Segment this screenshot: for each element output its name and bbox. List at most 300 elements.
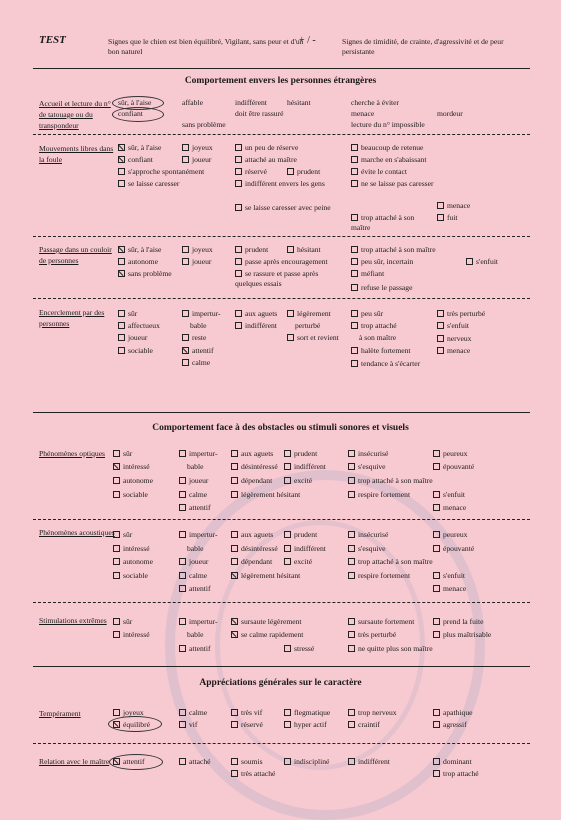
checkbox-icon[interactable] (113, 709, 120, 716)
checkbox-option[interactable]: craintif (348, 720, 380, 730)
checkbox-checked-icon[interactable] (182, 347, 189, 354)
checkbox-icon[interactable] (348, 545, 355, 552)
checkbox-option[interactable]: trop attaché à son maître (348, 557, 433, 567)
checkbox-option[interactable]: dominant (433, 757, 472, 767)
checkbox-option[interactable]: joyeux (182, 143, 213, 153)
checkbox-checked-icon[interactable] (231, 618, 238, 625)
checkbox-icon[interactable] (179, 572, 186, 579)
row-label-passage: Passage dans un couloir de personnes (39, 245, 112, 265)
checkbox-icon[interactable] (118, 322, 125, 329)
option-text: sans problème (182, 120, 226, 129)
checkbox-icon[interactable] (179, 504, 186, 511)
section-title-character: Appréciations générales sur le caractère (199, 678, 362, 688)
checkbox-icon[interactable] (179, 531, 186, 538)
checkbox-option[interactable]: impertur- (179, 449, 218, 459)
checkbox-option[interactable]: prudent (284, 530, 317, 540)
option-text: à son maître (359, 333, 397, 342)
checkbox-icon[interactable] (348, 645, 355, 652)
checkbox-option[interactable]: sociable (113, 490, 148, 500)
checkbox-option[interactable]: s'esquive (348, 544, 386, 554)
checkbox-option[interactable]: un peu de réserve (235, 143, 298, 153)
option-text: indifférent (235, 98, 267, 107)
checkbox-icon[interactable] (113, 631, 120, 638)
checkbox-icon[interactable] (231, 545, 238, 552)
checkbox-option[interactable]: réservé (235, 167, 267, 177)
divider (33, 412, 530, 413)
checkbox-option[interactable]: impertur- (182, 309, 221, 319)
checkbox-option[interactable]: indiscipliné (284, 757, 329, 767)
option-text: affable (182, 98, 203, 107)
checkbox-icon[interactable] (284, 477, 291, 484)
checkbox-icon[interactable] (287, 310, 294, 317)
checkbox-icon[interactable] (284, 531, 291, 538)
checkbox-option[interactable]: désintéressé (231, 462, 278, 472)
checkbox-option[interactable]: insécurisé (348, 530, 388, 540)
checkbox-icon[interactable] (113, 491, 120, 498)
checkbox-icon[interactable] (348, 572, 355, 579)
checkbox-icon[interactable] (351, 347, 358, 354)
checkbox-option[interactable]: prudent (284, 449, 317, 459)
checkbox-icon[interactable] (348, 758, 355, 765)
checkbox-icon[interactable] (179, 558, 186, 565)
checkbox-icon[interactable] (433, 709, 440, 716)
checkbox-option[interactable]: joueur (182, 257, 211, 267)
checkbox-option[interactable]: hyper actif (284, 720, 327, 730)
checkbox-icon[interactable] (179, 758, 186, 765)
row-label-stimulations: Stimulations extrêmes (39, 616, 107, 625)
checkbox-option[interactable]: tendance à s'écarter (351, 359, 420, 369)
option-text: confiant (118, 109, 143, 118)
selection-circle (109, 754, 163, 770)
checkbox-icon[interactable] (113, 477, 120, 484)
checkbox-icon[interactable] (287, 246, 294, 253)
checkbox-icon[interactable] (231, 758, 238, 765)
checkbox-icon[interactable] (118, 347, 125, 354)
checkbox-option[interactable]: sociable (113, 571, 148, 581)
checkbox-option[interactable]: trop attaché à son maître (351, 245, 436, 255)
divider (33, 68, 530, 69)
checkbox-option[interactable]: attaché au maître (235, 155, 297, 165)
row-label-acoustiques: Phénomènes acoustiques (39, 528, 115, 537)
checkbox-option[interactable]: trop attaché (351, 321, 397, 331)
checkbox-icon[interactable] (284, 721, 291, 728)
checkbox-option[interactable]: joueur (179, 476, 208, 486)
checkbox-icon[interactable] (235, 270, 242, 277)
checkbox-option[interactable]: agressif (433, 720, 467, 730)
checkbox-icon[interactable] (182, 334, 189, 341)
checkbox-icon[interactable] (433, 450, 440, 457)
checkbox-icon[interactable] (179, 585, 186, 592)
section-title-obstacles: Comportement face à des obstacles ou stimuli sonores et visuels (152, 423, 409, 433)
checkbox-option[interactable]: peureux (433, 449, 467, 459)
checkbox-option[interactable]: épouvanté (433, 462, 474, 472)
checkbox-option[interactable]: sociable (118, 346, 153, 356)
checkbox-option[interactable]: respire fortement (348, 490, 410, 500)
checkbox-option[interactable]: trop attaché (433, 769, 479, 779)
checkbox-checked-icon[interactable] (118, 156, 125, 163)
checkbox-icon[interactable] (437, 347, 444, 354)
row-label-temperament: Tempérament (39, 709, 81, 718)
checkbox-checked-icon[interactable] (118, 246, 125, 253)
checkbox-option[interactable]: calme (179, 571, 207, 581)
checkbox-icon[interactable] (113, 531, 120, 538)
checkbox-icon[interactable] (284, 545, 291, 552)
checkbox-option[interactable]: apathique (433, 708, 473, 718)
checkbox-option[interactable]: s'enfuit (466, 257, 498, 267)
checkbox-option[interactable]: impertur- (179, 617, 218, 627)
checkbox-option[interactable]: équilibré (113, 720, 150, 730)
checkbox-icon[interactable] (118, 180, 125, 187)
row-label-encerclement: Encerclement par des personnes (39, 308, 105, 328)
checkbox-option[interactable]: prend la fuite (433, 617, 483, 627)
checkbox-option[interactable]: s'enfuit (437, 321, 469, 331)
checkbox-icon[interactable] (113, 545, 120, 552)
checkbox-option[interactable]: s'enfuit (433, 490, 465, 500)
checkbox-icon[interactable] (348, 463, 355, 470)
checkbox-icon[interactable] (437, 202, 444, 209)
option-text: mordeur (437, 109, 463, 118)
checkbox-icon[interactable] (118, 310, 125, 317)
checkbox-option[interactable]: autonome (113, 557, 153, 567)
checkbox-icon[interactable] (351, 322, 358, 329)
checkbox-icon[interactable] (433, 758, 440, 765)
checkbox-option[interactable]: vif (179, 720, 197, 730)
checkbox-option[interactable]: joueur (118, 333, 147, 343)
checkbox-option[interactable]: peu sûr (351, 309, 383, 319)
checkbox-icon[interactable] (182, 156, 189, 163)
checkbox-option[interactable]: indifférent (284, 544, 326, 554)
checkbox-option[interactable]: marche en s'abaissant (351, 155, 426, 165)
divider (33, 519, 530, 520)
checkbox-icon[interactable] (433, 531, 440, 538)
checkbox-icon[interactable] (351, 284, 358, 291)
checkbox-option[interactable]: excité (284, 476, 312, 486)
checkbox-option[interactable]: hésitant (287, 245, 321, 255)
selection-circle (108, 716, 162, 732)
checkbox-icon[interactable] (433, 585, 440, 592)
checkbox-option[interactable]: désintéressé (231, 544, 278, 554)
divider (33, 602, 530, 603)
checkbox-option[interactable]: peureux (433, 530, 467, 540)
checkbox-icon[interactable] (433, 572, 440, 579)
checkbox-option[interactable]: très perturbé (437, 309, 485, 319)
divider (33, 236, 530, 237)
checkbox-icon[interactable] (437, 322, 444, 329)
checkbox-option[interactable]: respire fortement (348, 571, 410, 581)
option-text: cherche à éviter (351, 98, 400, 107)
checkbox-option[interactable]: aux aguets (235, 309, 277, 319)
option-text: perturbé (295, 321, 321, 330)
checkbox-icon[interactable] (182, 246, 189, 253)
checkbox-option[interactable]: attentif (179, 584, 211, 594)
checkbox-option[interactable]: prudent (287, 167, 320, 177)
test-header (0, 36, 561, 66)
checkbox-option[interactable]: indifférent (348, 757, 390, 767)
checkbox-icon[interactable] (351, 258, 358, 265)
checkbox-option[interactable]: trop attaché à son maître (348, 476, 433, 486)
checkbox-icon[interactable] (231, 463, 238, 470)
checkbox-icon[interactable] (231, 450, 238, 457)
checkbox-icon[interactable] (348, 721, 355, 728)
checkbox-option[interactable]: menace (437, 346, 470, 356)
option-text: doit être rassuré (235, 109, 284, 118)
checkbox-option[interactable]: légèrement (287, 309, 331, 319)
checkbox-icon[interactable] (179, 645, 186, 652)
row-label-accueil: Accueil et lecture du n° de tatouage ou du transpondeur (39, 99, 111, 130)
checkbox-checked-icon[interactable] (118, 270, 125, 277)
checkbox-icon[interactable] (235, 258, 242, 265)
checkbox-option[interactable]: s'enfuit (433, 571, 465, 581)
checkbox-checked-icon[interactable] (113, 463, 120, 470)
row-label-mouvements: Mouvements libres dans la foule (39, 144, 114, 164)
checkbox-option[interactable]: sûr (113, 449, 132, 459)
row-label-relation: Relation avec le maître (39, 757, 110, 766)
section-title-strangers: Comportement envers les personnes étrangères (184, 76, 377, 86)
checkbox-icon[interactable] (348, 709, 355, 716)
checkbox-option[interactable]: passe après encouragement (235, 257, 328, 267)
checkbox-icon[interactable] (433, 463, 440, 470)
checkbox-option[interactable]: flegmatique (284, 708, 330, 718)
checkbox-option[interactable]: attaché (179, 757, 211, 767)
checkbox-option[interactable]: sûr (113, 530, 132, 540)
checkbox-option[interactable]: attentif (113, 757, 145, 767)
checkbox-icon[interactable] (433, 545, 440, 552)
checkbox-option[interactable]: intéressé (113, 544, 150, 554)
checkbox-icon[interactable] (437, 310, 444, 317)
checkbox-option[interactable]: aux aguets (231, 530, 273, 540)
checkbox-option[interactable]: épouvanté (433, 544, 474, 554)
checkbox-icon[interactable] (287, 334, 294, 341)
checkbox-icon[interactable] (231, 770, 238, 777)
checkbox-option[interactable]: indifférent envers les gens (235, 179, 335, 189)
checkbox-icon[interactable] (182, 359, 189, 366)
checkbox-option[interactable]: attentif (179, 503, 211, 513)
checkbox-icon[interactable] (113, 558, 120, 565)
checkbox-icon[interactable] (284, 709, 291, 716)
checkbox-option[interactable]: intéressé (113, 630, 150, 640)
checkbox-icon[interactable] (433, 504, 440, 511)
checkbox-option[interactable]: confiant (118, 155, 153, 165)
checkbox-icon[interactable] (433, 770, 440, 777)
checkbox-option[interactable]: sûr (113, 617, 132, 627)
checkbox-icon[interactable] (235, 144, 242, 151)
checkbox-icon[interactable] (179, 618, 186, 625)
checkbox-option[interactable]: très perturbé (348, 630, 396, 640)
option-text: bable (187, 630, 204, 639)
checkbox-icon[interactable] (179, 477, 186, 484)
checkbox-icon[interactable] (235, 180, 242, 187)
checkbox-option[interactable]: sursaute légèrement (231, 617, 302, 627)
checkbox-icon[interactable] (351, 214, 358, 221)
checkbox-option[interactable]: soumis (231, 757, 263, 767)
checkbox-icon[interactable] (231, 491, 238, 498)
checkbox-option[interactable]: dépendant (231, 557, 272, 567)
checkbox-icon[interactable] (284, 450, 291, 457)
checkbox-option[interactable]: calme (179, 708, 207, 718)
checkbox-icon[interactable] (433, 631, 440, 638)
checkbox-icon[interactable] (348, 477, 355, 484)
checkbox-checked-icon[interactable] (231, 631, 238, 638)
checkbox-icon[interactable] (351, 144, 358, 151)
checkbox-icon[interactable] (351, 270, 358, 277)
checkbox-option[interactable]: sort et revient (287, 333, 339, 343)
checkbox-option[interactable]: aux aguets (231, 449, 273, 459)
checkbox-checked-icon[interactable] (231, 572, 238, 579)
checkbox-option[interactable]: beaucoup de retenue (351, 143, 423, 153)
checkbox-option[interactable]: se rassure et passe après quelques essais (235, 269, 319, 288)
checkbox-option[interactable]: se calme rapidement (231, 630, 303, 640)
divider (33, 666, 530, 667)
checkbox-icon[interactable] (179, 450, 186, 457)
checkbox-option[interactable]: sûr, à l'aise (118, 245, 161, 255)
checkbox-icon[interactable] (235, 310, 242, 317)
checkbox-icon[interactable] (182, 310, 189, 317)
checkbox-option[interactable]: légèrement hésitant (231, 490, 300, 500)
option-text: bable (187, 462, 204, 471)
checkbox-icon[interactable] (118, 168, 125, 175)
checkbox-option[interactable]: très vif (231, 708, 262, 718)
checkbox-option[interactable]: plus maîtrisable (433, 630, 491, 640)
checkbox-icon[interactable] (351, 246, 358, 253)
checkbox-option[interactable]: attentif (182, 346, 214, 356)
checkbox-option[interactable]: affectueux (118, 321, 160, 331)
checkbox-icon[interactable] (348, 531, 355, 538)
checkbox-icon[interactable] (284, 645, 291, 652)
checkbox-option[interactable]: refuse le passage (351, 283, 412, 293)
checkbox-option[interactable]: joueur (179, 557, 208, 567)
checkbox-option[interactable]: joyeux (182, 245, 213, 255)
checkbox-checked-icon[interactable] (118, 144, 125, 151)
checkbox-option[interactable]: reste (182, 333, 206, 343)
checkbox-option[interactable]: ne quitte plus son maître (348, 644, 433, 654)
checkbox-icon[interactable] (179, 709, 186, 716)
checkbox-icon[interactable] (348, 450, 355, 457)
checkbox-icon[interactable] (348, 558, 355, 565)
checkbox-icon[interactable] (231, 709, 238, 716)
checkbox-option[interactable]: sûr, à l'aise (118, 143, 161, 153)
checkbox-icon[interactable] (348, 618, 355, 625)
checkbox-option[interactable]: stressé (284, 644, 314, 654)
checkbox-icon[interactable] (179, 491, 186, 498)
checkbox-option[interactable]: légèrement hésitant (231, 571, 300, 581)
option-text: bable (187, 544, 204, 553)
checkbox-icon[interactable] (113, 450, 120, 457)
checkbox-option[interactable]: évite le contact (351, 167, 407, 177)
checkbox-option[interactable]: sûr (118, 309, 137, 319)
checkbox-icon[interactable] (235, 322, 242, 329)
checkbox-option[interactable]: intéressé (113, 462, 150, 472)
checkbox-icon[interactable] (235, 168, 242, 175)
checkbox-option[interactable]: fuit (437, 213, 458, 223)
checkbox-icon[interactable] (351, 360, 358, 367)
option-text: lecture du n° impossible (351, 120, 425, 129)
checkbox-option[interactable]: ne se laisse pas caresser (351, 179, 436, 189)
checkbox-icon[interactable] (284, 558, 291, 565)
checkbox-option[interactable]: menace (437, 201, 470, 211)
checkbox-icon[interactable] (231, 721, 238, 728)
checkbox-option[interactable]: excité (284, 557, 312, 567)
checkbox-icon[interactable] (351, 156, 358, 163)
checkbox-icon[interactable] (351, 180, 358, 187)
checkbox-icon[interactable] (235, 204, 242, 211)
checkbox-icon[interactable] (235, 246, 242, 253)
checkbox-option[interactable]: impertur- (179, 530, 218, 540)
row-label-optiques: Phénomènes optiques (39, 449, 106, 458)
checkbox-icon[interactable] (182, 258, 189, 265)
checkbox-option[interactable]: autonome (118, 257, 158, 267)
checkbox-option[interactable]: halète fortement (351, 346, 411, 356)
checkbox-icon[interactable] (231, 477, 238, 484)
checkbox-option[interactable]: réservé (231, 720, 263, 730)
checkbox-icon[interactable] (179, 721, 186, 728)
checkbox-option[interactable]: sans problème (118, 269, 172, 279)
checkbox-option[interactable]: indifférent (284, 462, 326, 472)
divider (33, 298, 530, 299)
option-text: bable (190, 321, 207, 330)
checkbox-icon[interactable] (348, 631, 355, 638)
checkbox-icon[interactable] (284, 758, 291, 765)
checkbox-option[interactable]: se laisse caresser avec peine (235, 203, 335, 213)
checkbox-option[interactable]: joueur (182, 155, 211, 165)
checkbox-option[interactable]: autonome (113, 476, 153, 486)
checkbox-option[interactable]: nerveux (437, 334, 471, 344)
checkbox-icon[interactable] (113, 572, 120, 579)
checkbox-option[interactable]: calme (179, 490, 207, 500)
checkbox-option[interactable]: trop attaché à son maître (351, 213, 415, 232)
checkbox-icon[interactable] (351, 310, 358, 317)
checkbox-icon[interactable] (284, 463, 291, 470)
checkbox-icon[interactable] (118, 258, 125, 265)
checkbox-option[interactable]: très attaché (231, 769, 275, 779)
checkbox-option[interactable]: prudent (235, 245, 268, 255)
checkbox-option[interactable]: peu sûr, incertain (351, 257, 413, 267)
checkbox-icon[interactable] (235, 156, 242, 163)
checkbox-icon[interactable] (433, 491, 440, 498)
checkbox-option[interactable]: joyeux (113, 708, 144, 718)
checkbox-icon[interactable] (437, 214, 444, 221)
checkbox-option[interactable]: calme (182, 358, 210, 368)
checkbox-option[interactable]: menace (433, 503, 466, 513)
checkbox-icon[interactable] (231, 531, 238, 538)
checkbox-icon[interactable] (182, 144, 189, 151)
test-title: TEST (39, 34, 66, 46)
checkbox-icon[interactable] (437, 335, 444, 342)
checkbox-option[interactable]: s'approche spontanément (118, 167, 204, 177)
checkbox-option[interactable]: insécurisé (348, 449, 388, 459)
checkbox-option[interactable]: dépendant (231, 476, 272, 486)
checkbox-icon[interactable] (287, 168, 294, 175)
checkbox-icon[interactable] (118, 334, 125, 341)
checkbox-option[interactable]: méfiant (351, 269, 384, 279)
checkbox-icon[interactable] (433, 721, 440, 728)
checkbox-option[interactable]: sursaute fortement (348, 617, 414, 627)
checkbox-option[interactable]: attentif (179, 644, 211, 654)
checkbox-option[interactable]: trop nerveux (348, 708, 397, 718)
checkbox-icon[interactable] (113, 618, 120, 625)
checkbox-option[interactable]: indifférent (235, 321, 277, 331)
checkbox-icon[interactable] (231, 558, 238, 565)
checkbox-option[interactable]: menace (433, 584, 466, 594)
checkbox-icon[interactable] (348, 491, 355, 498)
checkbox-option[interactable]: se laisse caresser (118, 179, 179, 189)
checkbox-icon[interactable] (466, 258, 473, 265)
negative-signs-text: Signes de timidité, de crainte, d'agressivité et de peur persistante (342, 37, 504, 56)
option-text: menace (351, 109, 375, 118)
checkbox-icon[interactable] (433, 618, 440, 625)
checkbox-option[interactable]: s'esquive (348, 462, 386, 472)
checkbox-icon[interactable] (351, 168, 358, 175)
positive-signs-text: Signes que le chien est bien équilibré, Vigilant, sans peur et d'un bon naturel (108, 37, 304, 56)
